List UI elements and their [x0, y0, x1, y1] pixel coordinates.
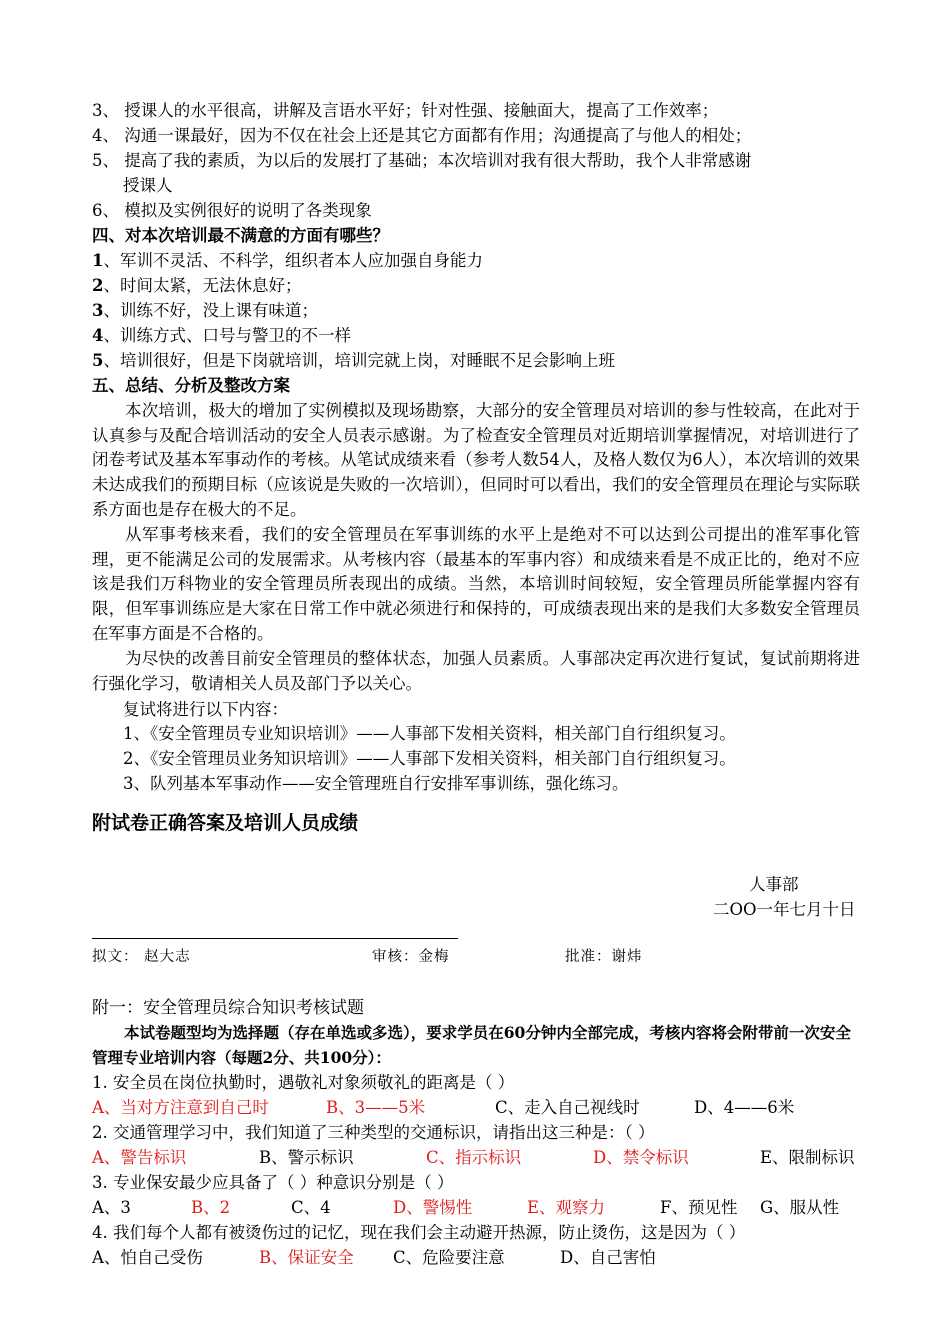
feedback-item-6: 6、 模拟及实例很好的说明了各类现象 — [92, 201, 372, 220]
exam-intro: 本试卷题型均为选择题（存在单选或多选），要求学员在60分钟内全部完成，考核内容将会附带前一次安全管理专业培训内容（每题2分、共100分）： — [92, 1023, 851, 1067]
q3-option-a: A、3 — [92, 1198, 131, 1217]
question-2: 2. 交通管理学习中，我们知道了三种类型的交通标识，请指出这三种是：（ ） — [92, 1123, 655, 1142]
q3-option-b: B、2 — [191, 1198, 231, 1217]
drafter-signature: 拟文： 赵大志 — [92, 949, 191, 965]
q4-option-a: A、怕自己受伤 — [92, 1248, 203, 1267]
summary-paragraph-2: 从军事考核来看，我们的安全管理员在军事训练的水平上是绝对不可以达到公司提出的准军事化管理，更不能满足公司的发展需求。从考核内容（最基本的军事内容）和成绩来看是不成正比的，绝对不应该是我们万科物业的安全管理员所表现出的成绩。当然，本培训时间较短，安全管理员所能掌握内容有限，但军事训练应是大家在日常工作中就必须进行和保持的，可成绩表现出来的是我们大多数安全管理员在军事方面是不合格的。 — [92, 525, 860, 643]
appendix-heading: 附试卷正确答案及培训人员成绩 — [92, 812, 359, 834]
q2-option-e: E、限制标识 — [760, 1148, 855, 1167]
approver-signature: 批准：谢炜 — [565, 949, 643, 965]
q4-option-b: B、保证安全 — [259, 1248, 354, 1267]
q3-option-f: F、预见性 — [660, 1198, 738, 1217]
feedback-item-5: 5、 提高了我的素质，为以后的发展打了基础；本次培训对我有很大帮助，我个人非常感谢 — [92, 151, 752, 170]
q1-option-d: D、4——6米 — [694, 1098, 795, 1117]
q4-option-c: C、危险要注意 — [393, 1248, 505, 1267]
question-3: 3. 专业保安最少应具备了（ ）种意识分别是（ ） — [92, 1173, 454, 1192]
exam-title: 附一：安全管理员综合知识考核试题 — [92, 998, 364, 1018]
question-4: 4. 我们每个人都有被烫伤过的记忆，现在我们会主动避开热源，防止烫伤，这是因为（ ） — [92, 1223, 746, 1242]
q1-option-b: B、3——5米 — [326, 1098, 426, 1117]
question-1: 1. 安全员在岗位执勤时，遇敬礼对象须敬礼的距离是（ ） — [92, 1073, 515, 1092]
complaint-item-4: 4、训练方式、口号与警卫的不一样 — [92, 326, 351, 345]
summary-paragraph-3: 为尽快的改善目前安全管理员的整体状态，加强人员素质。人事部决定再次进行复试，复试前期将进行强化学习，敬请相关人员及部门予以关心。 — [92, 649, 860, 693]
q2-option-d: D、禁令标识 — [593, 1148, 689, 1167]
retest-item-1: 1、《安全管理员专业知识培训》——人事部下发相关资料，相关部门自行组织复习。 — [123, 724, 736, 743]
complaint-item-1: 1、军训不灵活、不科学，组织者本人应加强自身能力 — [92, 251, 483, 270]
q3-option-g: G、服从性 — [760, 1198, 840, 1217]
complaint-item-2: 2、时间太紧，无法休息好； — [92, 276, 302, 295]
q3-option-c: C、4 — [291, 1198, 331, 1217]
q2-option-c: C、指示标识 — [426, 1148, 522, 1167]
feedback-item-3: 3、 授课人的水平很高，讲解及言语水平好；针对性强、接触面大，提高了工作效率； — [92, 101, 719, 120]
section4-title: 四、对本次培训最不满意的方面有哪些？ — [92, 226, 389, 245]
q3-option-d: D、警惕性 — [393, 1198, 473, 1217]
q1-option-c: C、走入自己视线时 — [495, 1098, 640, 1117]
summary-paragraph-1: 本次培训，极大的增加了实例模拟及现场勘察，大部分的安全管理员对培训的参与性较高，在此对于认真参与及配合培训活动的安全人员表示感谢。为了检查安全管理员对近期培训掌握情况，对培训进行了闭卷考试及基本军事动作的考核。从笔试成绩来看（参考人数54人，及格人数仅为6人），本次培训的效果未达成我们的预期目标（应该说是失败的一次培训），但同时可以看出，我们的安全管理员在理论与实际联系方面也是存在极大的不足。 — [92, 401, 860, 519]
retest-item-3: 3、队列基本军事动作——安全管理班自行安排军事训练，强化练习。 — [123, 774, 629, 793]
feedback-item-4: 4、 沟通一课最好，因为不仅在社会上还是其它方面都有作用；沟通提高了与他人的相处； — [92, 126, 752, 145]
department-name: 人事部 — [749, 875, 799, 894]
complaint-item-5: 5、培训很好，但是下岗就培训，培训完就上岗，对睡眠不足会影响上班 — [92, 351, 615, 370]
retest-item-2: 2、《安全管理员业务知识培训》——人事部下发相关资料，相关部门自行组织复习。 — [123, 749, 736, 768]
section5-title: 五、总结、分析及整改方案 — [92, 376, 290, 395]
q3-option-e: E、观察力 — [527, 1198, 606, 1217]
feedback-item-5-cont: 授课人 — [123, 176, 173, 195]
reviewer-signature: 审核：金梅 — [372, 949, 450, 965]
q2-option-a: A、警告标识 — [92, 1148, 187, 1167]
complaint-item-3: 3、训练不好，没上课有味道； — [92, 301, 318, 320]
signature-divider — [92, 938, 458, 939]
q2-option-b: B、警示标识 — [259, 1148, 354, 1167]
q1-option-a: A、当对方注意到自己时 — [92, 1098, 269, 1117]
document-date: 二OO一年七月十日 — [713, 900, 856, 919]
q4-option-d: D、自己害怕 — [560, 1248, 656, 1267]
retest-intro: 复试将进行以下内容： — [123, 700, 288, 719]
